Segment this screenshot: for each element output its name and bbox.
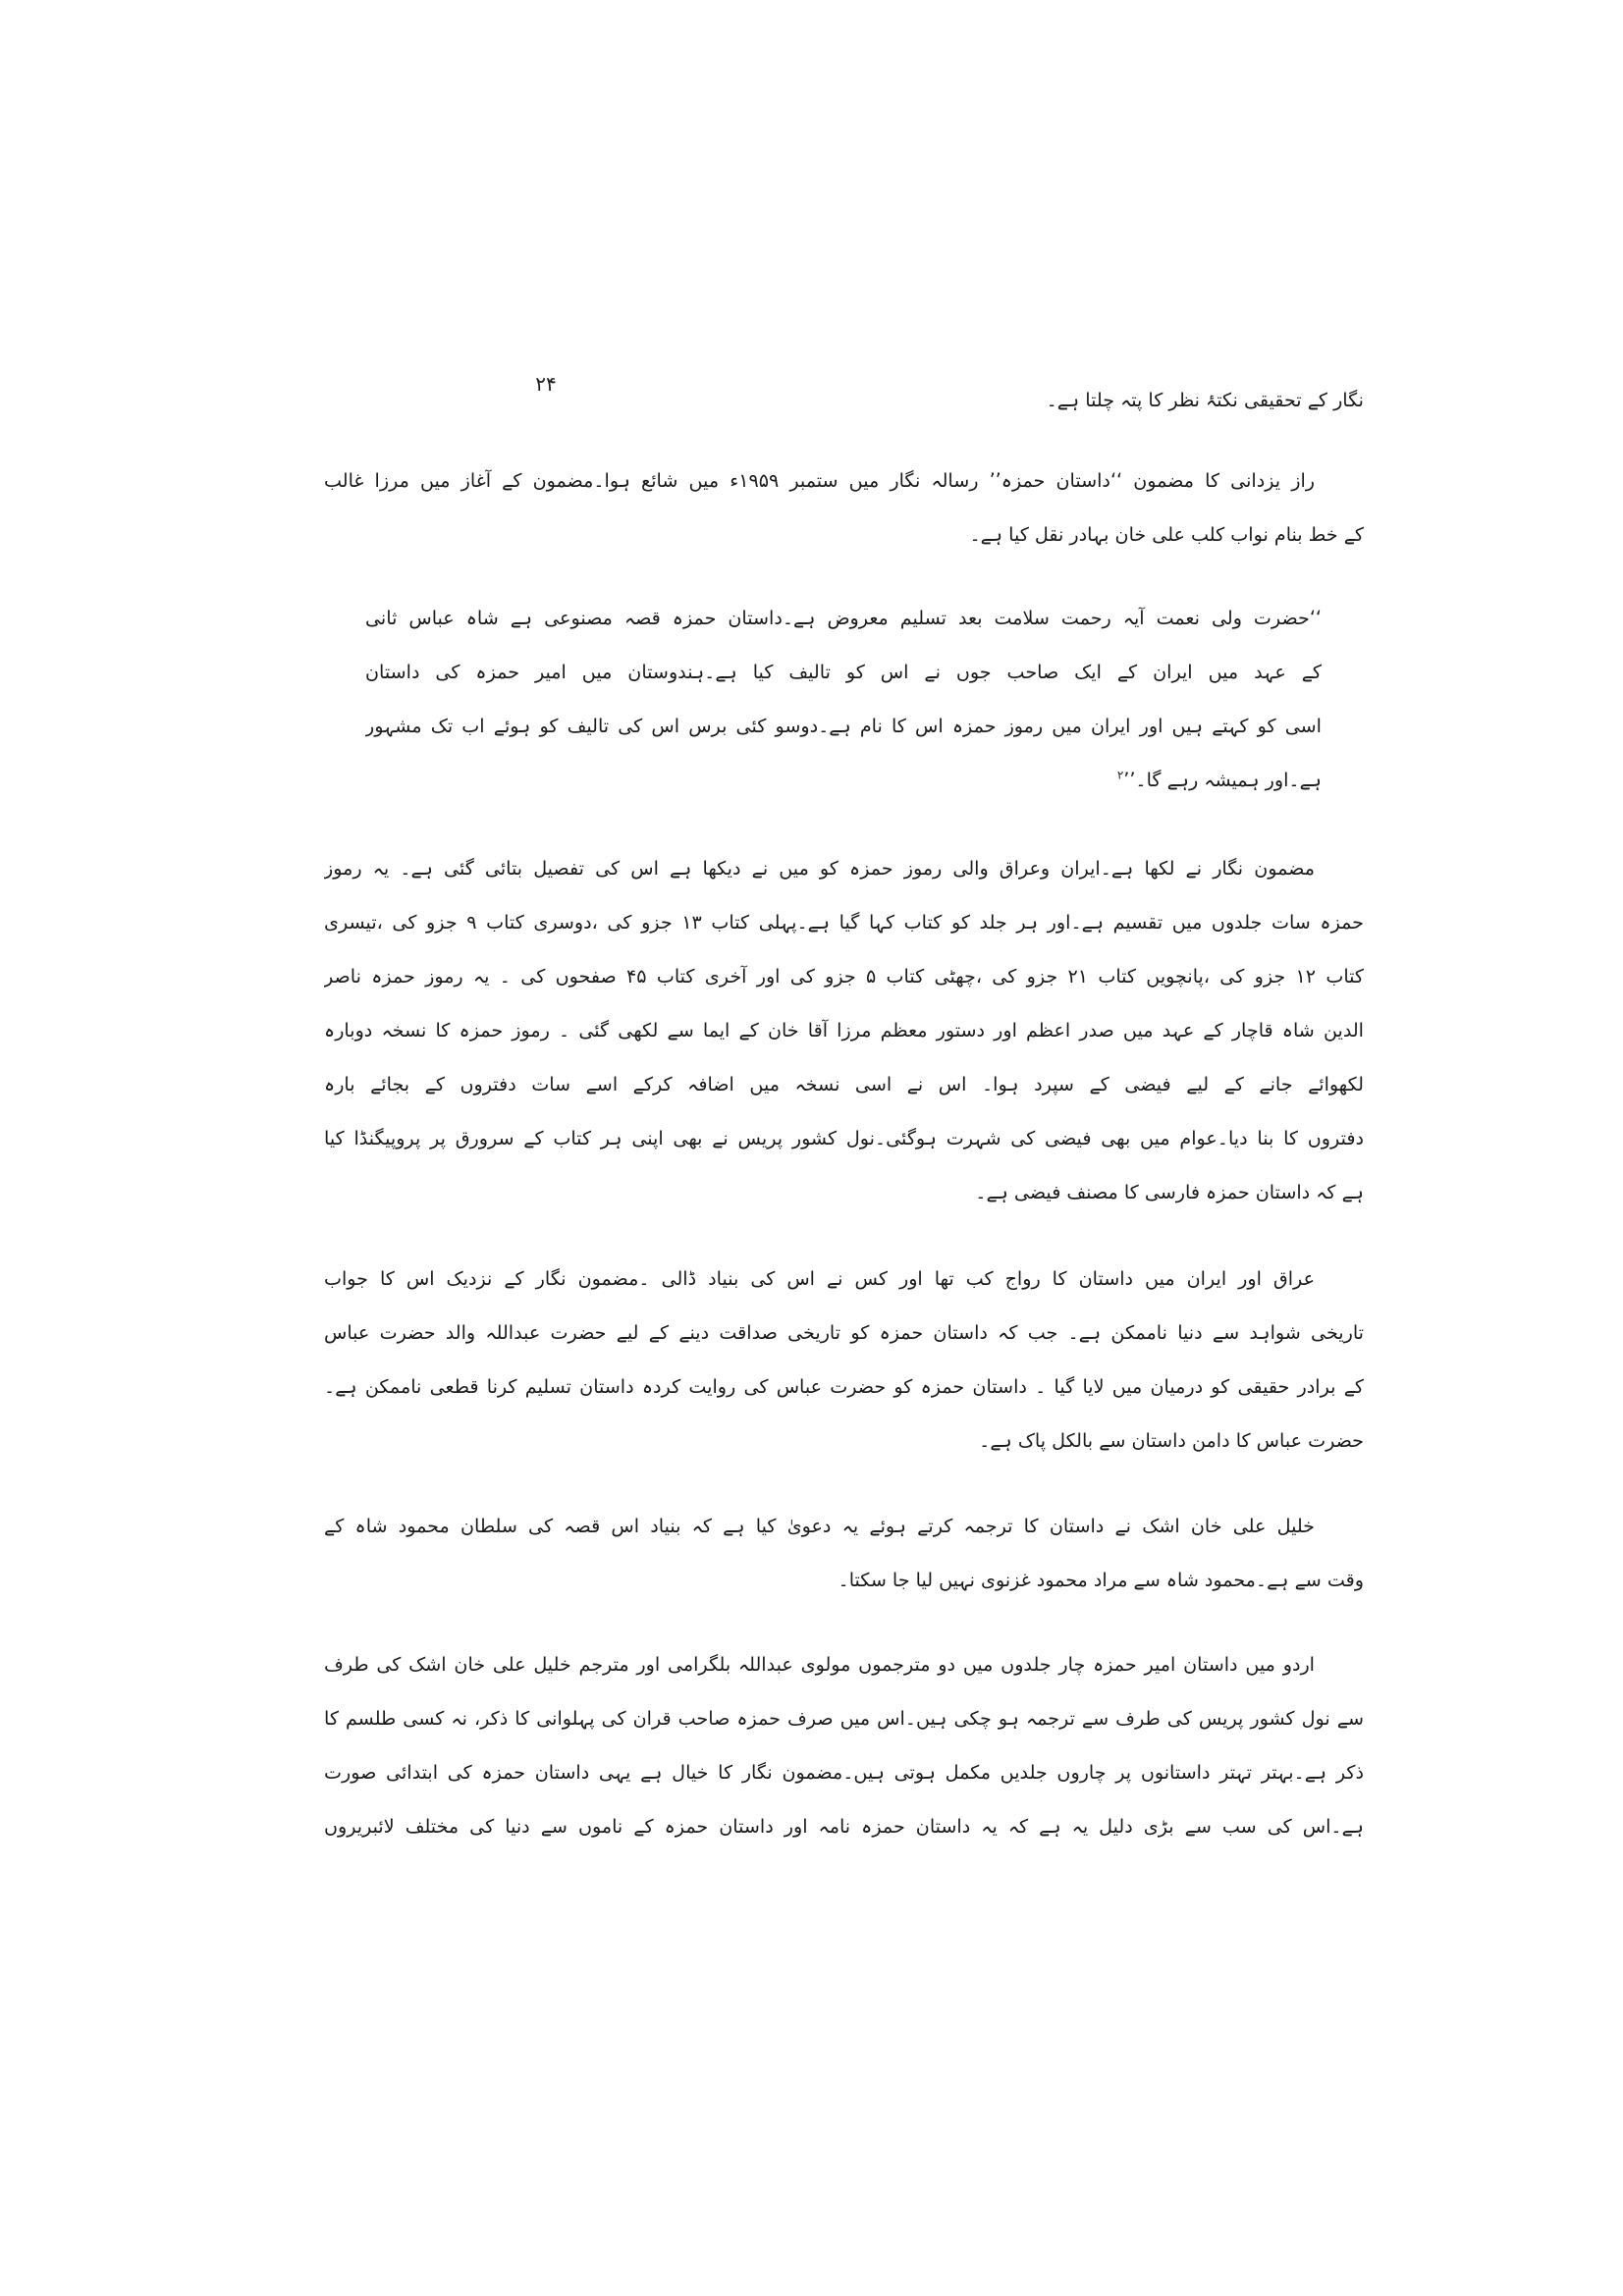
paragraph-line: ہے۔اس کی سب سے بڑی دلیل یہ ہے کہ یہ داستان حمزہ نامہ اور داستان حمزہ کے ناموں سے دنیا کی مختلف لائبریروں [324, 1815, 1364, 1838]
paragraph-line: کے برادر حقیقی کو درمیان میں لایا گیا ۔ داستان حمزہ کو حضرت عباس کی روایت کردہ داستان تسلیم کرنا قطعی ناممکن ہے۔ [324, 1375, 1364, 1398]
paragraph-line: ہے کہ داستان حمزہ فارسی کا مصنف فیضی ہے۔ [975, 1181, 1364, 1203]
paragraph-line: عراق اور ایران میں داستان کا رواج کب تھا اور کس نے اس کی بنیاد ڈالی ۔مضمون نگار کے نزدیک اس کا جواب [324, 1267, 1315, 1290]
paragraph-line: خلیل علی خان اشک نے داستان کا ترجمہ کرتے ہوئے یہ دعویٰ کیا ہے کہ بنیاد اس قصہ کی سلطان محمود شاہ کے [324, 1515, 1315, 1537]
quote-line: ‘‘حضرت ولی نعمت آیہ رحمت سلامت بعد تسلیم معروض ہے۔داستان حمزہ قصہ مصنوعی ہے شاہ عباس ثانی [365, 607, 1322, 629]
paragraph-line: حمزہ سات جلدوں میں تقسیم ہے۔اور ہر جلد کو کتاب کہا گیا ہے۔پہلی کتاب ۱۳ جزو کی ،دوسری کتاب ۹ جزو کی ،تیسری [324, 911, 1364, 934]
paragraph-iraq-iran [324, 1252, 1364, 1468]
page-number: ۲۴ [535, 372, 557, 396]
paragraph-line: سے نول کشور پریس کی طرف سے ترجمہ ہو چکی ہیں۔اس میں صرف حمزہ صاحب قران کی پہلوانی کا ذکر، نہ کسی طلسم کا [324, 1707, 1364, 1730]
paragraph-line: کتاب ۱۲ جزو کی ،پانچویں کتاب ۲۱ جزو کی ،چھٹی کتاب ۵ جزو کی اور آخری کتاب ۴۵ صفحوں کی ۔ یہ رموز حمزہ ناصر [324, 965, 1364, 988]
paragraph-khalil-ali-khan [324, 1499, 1364, 1607]
paragraph-rumuz-hamza [324, 841, 1364, 1219]
paragraph-continuation [324, 373, 1364, 427]
paragraph-line: مضمون نگار نے لکھا ہے۔ایران وعراق والی رموز حمزہ کو میں نے دیکھا ہے اس کی تفصیل بتائی گئی ہے۔ یہ رموز [324, 857, 1315, 880]
quote-line: کے عہد میں ایران کے ایک صاحب جوں نے اس کو تالیف کیا ہے۔ہندوستان میں امیر حمزہ کی داستان [365, 661, 1322, 683]
paragraph-line: تاریخی شواہد سے دنیا ناممکن ہے۔ جب کہ داستان حمزہ کو تاریخی صداقت دینے کے لیے حضرت عبداللہ والد حضرت عباس [324, 1321, 1364, 1344]
paragraph-line: راز یزدانی کا مضمون ‘‘داستان حمزہ’’ رسالہ نگار میں ستمبر ۱۹۵۹ء میں شائع ہوا۔مضمون کے آغاز میں مرزا غالب [324, 469, 1316, 492]
quote-line: اسی کو کہتے ہیں اور ایران میں رموز حمزہ اس کا نام ہے۔دوسو کئی برس اس کی تالیف کو ہوئے اب تک مشہور [365, 715, 1322, 737]
paragraph-line: حضرت عباس کا دامن داستان سے بالکل پاک ہے۔ [979, 1429, 1364, 1452]
paragraph-line: ذکر ہے۔بہتر تہتر داستانوں پر چاروں جلدیں مکمل ہوتی ہیں۔مضمون نگار کا خیال ہے یہی داستان حمزہ کی ابتدائی صورت [324, 1761, 1364, 1784]
paragraph-line: کے خط بنام نواب کلب علی خان بہادر نقل کیا ہے۔ [969, 523, 1364, 546]
paragraph-urdu-dastan [324, 1637, 1364, 1853]
paragraph-line: الدین شاہ قاچار کے عہد میں صدر اعظم اور دستور معظم مرزا آقا خان کے ایما سے لکھی گئی ۔ رموز حمزہ کا نسخہ دوبارہ [324, 1019, 1364, 1041]
footnote-marker: ۲ [1116, 768, 1124, 782]
paragraph-line: وقت سے ہے۔محمود شاہ سے مراد محمود غزنوی نہیں لیا جا سکتا۔ [838, 1569, 1364, 1591]
paragraph-line: دفتروں کا بنا دیا۔عوام میں بھی فیضی کی شہرت ہوگئی۔نول کشور پریس نے بھی اپنی ہر کتاب کے سرورق پر پروپیگنڈا کیا [324, 1127, 1364, 1149]
paragraph-line: نگار کے تحقیقی نکتۂ نظر کا پتہ چلتا ہے۔ [1046, 389, 1364, 411]
paragraph-line: لکھوائے جانے کے لیے فیضی کے سپرد ہوا۔ اس نے اسی نسخہ میں اضافہ کرکے اسے سات دفتروں کے بجائے بارہ [324, 1073, 1364, 1095]
paragraph-raz-yazdani [324, 454, 1364, 561]
quote-line-text: ہے۔اور ہمیشہ رہے گا۔’’ [1123, 769, 1322, 791]
block-quote-ghalib-letter [365, 591, 1322, 807]
paragraph-line: اردو میں داستان امیر حمزہ چار جلدوں میں دو مترجموں مولوی عبداللہ بلگرامی اور مترجم خلیل علی خان اشک کی طرف [324, 1653, 1315, 1676]
quote-line-last [365, 753, 1322, 807]
